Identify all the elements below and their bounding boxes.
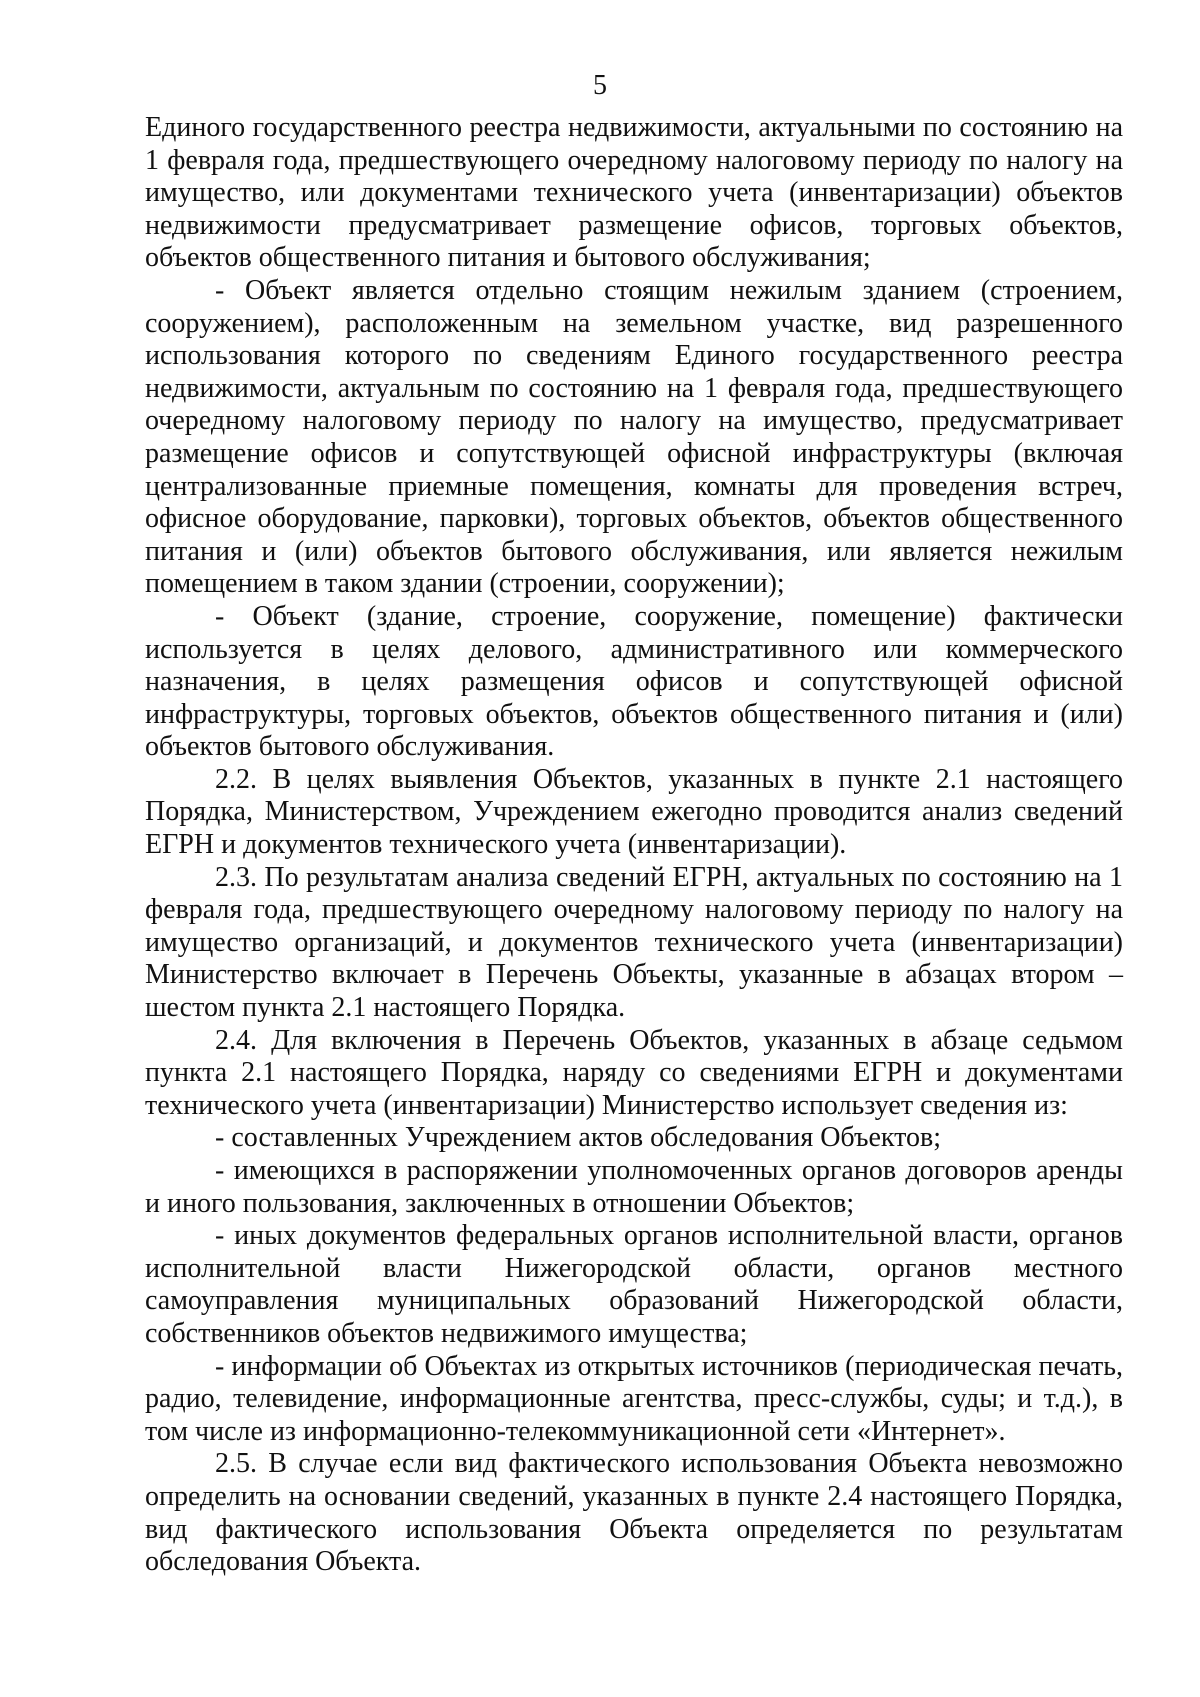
paragraph: Единого государственного реестра недвижимости, актуальными по состоянию на 1 февраля года, предшествующего очередному налоговому периоду по налогу на имущество, или документами технического учета (инвентаризации) объектов недвижимости предусматривает размещение офисов, торговых объектов, объектов общественного питания и бытового обслуживания; (145, 112, 1123, 274)
paragraph: 2.5. В случае если вид фактического использования Объекта невозможно определить на основании сведений, указанных в пункте 2.4 настоящего Порядка, вид фактического использования Объекта определяется по результатам обследования Объекта. (145, 1448, 1123, 1578)
paragraph: - Объект является отдельно стоящим нежилым зданием (строением, сооружением), расположенным на земельном участке, вид разрешенного использования которого по сведениям Единого государственного реестра недвижимости, актуальным по состоянию на 1 февраля года, предшествующего очередному налоговому периоду по налогу на имущество, предусматривает размещение офисов и сопутствующей офисной инфраструктуры (включая централизованные приемные помещения, комнаты для проведения встреч, офисное оборудование, парковки), торговых объектов, объектов общественного питания и (или) объектов бытового обслуживания, или является нежилым помещением в таком здании (строении, сооружении); (145, 274, 1123, 600)
paragraph: - иных документов федеральных органов исполнительной власти, органов исполнительной власти Нижегородской области, органов местного самоуправления муниципальных образований Нижегородской области, собственников объектов недвижимого имущества; (145, 1220, 1123, 1349)
paragraph: 2.2. В целях выявления Объектов, указанных в пункте 2.1 настоящего Порядка, Министерством, Учреждением ежегодно проводится анализ сведений ЕГРН и документов технического учета (инвентаризации). (145, 763, 1123, 861)
paragraph: 2.3. По результатам анализа сведений ЕГРН, актуальных по состоянию на 1 февраля года, предшествующего очередному налоговому периоду по налогу на имущество организаций, и документов технического учета (инвентаризации) Министерство включает в Перечень Объекты, указанные в абзацах втором – шестом пункта 2.1 настоящего Порядка. (145, 861, 1123, 1024)
paragraph: - составленных Учреждением актов обследования Объектов; (215, 1122, 941, 1154)
page-number: 5 (593, 70, 607, 101)
paragraph: - имеющихся в распоряжении уполномоченных органов договоров аренды и иного пользования, заключенных в отношении Объектов; (145, 1155, 1123, 1219)
document-body (145, 112, 1123, 1579)
paragraph: - Объект (здание, строение, сооружение, помещение) фактически используется в целях делового, административного или коммерческого назначения, в целях размещения офисов и сопутствующей офисной инфраструктуры, торговых объектов, объектов общественного питания и (или) объектов бытового обслуживания. (145, 600, 1123, 763)
paragraph: 2.4. Для включения в Перечень Объектов, указанных в абзаце седьмом пункта 2.1 настоящего Порядка, наряду со сведениями ЕГРН и документами технического учета (инвентаризации) Министерство использует сведения из: (145, 1024, 1123, 1121)
paragraph: - информации об Объектах из открытых источников (периодическая печать, радио, телевидение, информационные агентства, пресс-службы, суды; и т.д.), в том числе из информационно-телекоммуникационной сети «Интернет». (145, 1350, 1123, 1447)
